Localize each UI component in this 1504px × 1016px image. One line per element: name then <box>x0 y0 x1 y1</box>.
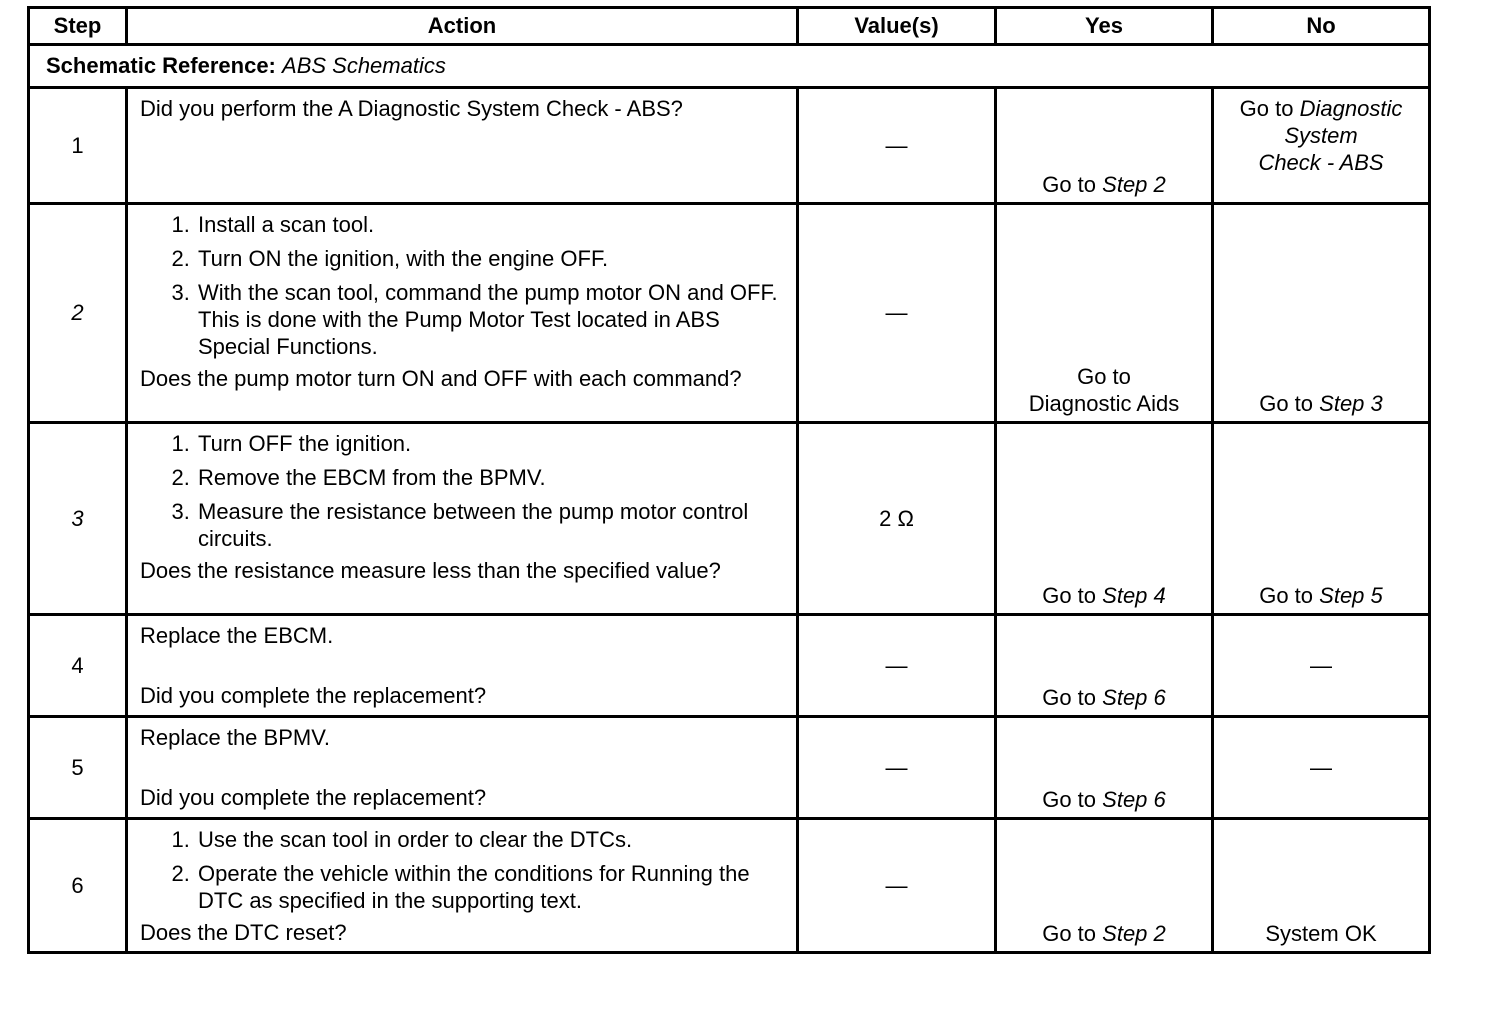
no-cell: — <box>1213 615 1430 717</box>
value-cell: 2 Ω <box>798 423 996 615</box>
go-to-text: Go to <box>1042 787 1097 812</box>
no-target: Step 5 <box>1319 583 1383 608</box>
yes-target: Step 2 <box>1102 172 1166 197</box>
yes-target: Diagnostic Aids <box>1028 391 1180 416</box>
step-number: 1 <box>29 88 127 204</box>
action-steps-list <box>140 430 782 552</box>
no-target-line1: Diagnostic <box>1299 96 1403 121</box>
go-to-text: Go to <box>1077 364 1131 389</box>
value-cell: — <box>798 88 996 204</box>
yes-target: Step 4 <box>1102 583 1166 608</box>
go-to-text: Go to <box>1042 685 1097 710</box>
action-step: 2. Operate the vehicle within the conditions for Running the DTC as specified in the supporting text. <box>196 860 782 914</box>
yes-target: Step 6 <box>1102 685 1166 710</box>
go-to-text: Go to <box>1259 391 1314 416</box>
action-step: 3. With the scan tool, command the pump motor ON and OFF. This is done with the Pump Motor Test located in ABS Special Functions. <box>196 279 782 360</box>
no-target: Step 3 <box>1319 391 1383 416</box>
value-cell: — <box>798 204 996 423</box>
no-target-line2: System <box>1284 123 1358 148</box>
action-question: Did you complete the replacement? <box>140 785 487 810</box>
action-cell <box>127 423 798 615</box>
no-cell: — <box>1213 717 1430 819</box>
table-row <box>29 819 1430 953</box>
action-cell <box>127 717 798 819</box>
table-row <box>29 423 1430 615</box>
table-row <box>29 615 1430 717</box>
table-row <box>29 204 1430 423</box>
action-step: 1. Use the scan tool in order to clear the DTCs. <box>196 826 782 853</box>
action-steps-list <box>140 211 782 360</box>
action-cell <box>127 204 798 423</box>
yes-target: Step 2 <box>1102 921 1166 946</box>
diagnostic-table <box>27 6 1431 954</box>
action-question: Does the resistance measure less than the specified value? <box>140 558 721 583</box>
table-row <box>29 717 1430 819</box>
no-cell <box>1213 204 1430 423</box>
action-instruction: Replace the BPMV. <box>140 725 330 750</box>
go-to-text: Go to <box>1042 921 1097 946</box>
action-cell <box>127 615 798 717</box>
step-number: 4 <box>29 615 127 717</box>
value-cell: — <box>798 717 996 819</box>
action-step: 3. Measure the resistance between the pump motor control circuits. <box>196 498 782 552</box>
action-question: Does the DTC reset? <box>140 920 347 945</box>
no-cell: System OK <box>1213 819 1430 953</box>
no-target-line3: Check - ABS <box>1258 150 1384 175</box>
yes-cell <box>996 204 1213 423</box>
no-cell <box>1213 423 1430 615</box>
step-number: 6 <box>29 819 127 953</box>
action-step: 1. Install a scan tool. <box>196 211 782 238</box>
header-action: Action <box>127 8 798 45</box>
header-values: Value(s) <box>798 8 996 45</box>
value-cell: — <box>798 819 996 953</box>
header-row <box>29 8 1430 45</box>
yes-cell <box>996 88 1213 204</box>
header-yes: Yes <box>996 8 1213 45</box>
header-no: No <box>1213 8 1430 45</box>
action-step: 1. Turn OFF the ignition. <box>196 430 782 457</box>
yes-cell <box>996 819 1213 953</box>
schematic-label: Schematic Reference: <box>46 53 276 78</box>
go-to-text: Go to <box>1239 96 1294 121</box>
schematic-reference <box>29 45 1430 88</box>
action-question: Does the pump motor turn ON and OFF with each command? <box>140 366 742 391</box>
schematic-row <box>29 45 1430 88</box>
yes-cell <box>996 423 1213 615</box>
action-cell <box>127 819 798 953</box>
go-to-text: Go to <box>1259 583 1314 608</box>
action-steps-list <box>140 826 782 914</box>
go-to-text: Go to <box>1042 172 1097 197</box>
schematic-value: ABS Schematics <box>282 53 446 78</box>
action-step: 2. Remove the EBCM from the BPMV. <box>196 464 782 491</box>
table-row <box>29 88 1430 204</box>
action-question: Did you perform the A Diagnostic System Check - ABS? <box>140 96 683 121</box>
step-number: 2 <box>29 204 127 423</box>
step-number: 3 <box>29 423 127 615</box>
yes-target: Step 6 <box>1102 787 1166 812</box>
yes-cell <box>996 615 1213 717</box>
action-cell <box>127 88 798 204</box>
action-question: Did you complete the replacement? <box>140 683 487 708</box>
header-step: Step <box>29 8 127 45</box>
action-instruction: Replace the EBCM. <box>140 623 334 648</box>
go-to-text: Go to <box>1042 583 1097 608</box>
value-cell: — <box>798 615 996 717</box>
no-cell <box>1213 88 1430 204</box>
action-step: 2. Turn ON the ignition, with the engine OFF. <box>196 245 782 272</box>
yes-cell <box>996 717 1213 819</box>
step-number: 5 <box>29 717 127 819</box>
